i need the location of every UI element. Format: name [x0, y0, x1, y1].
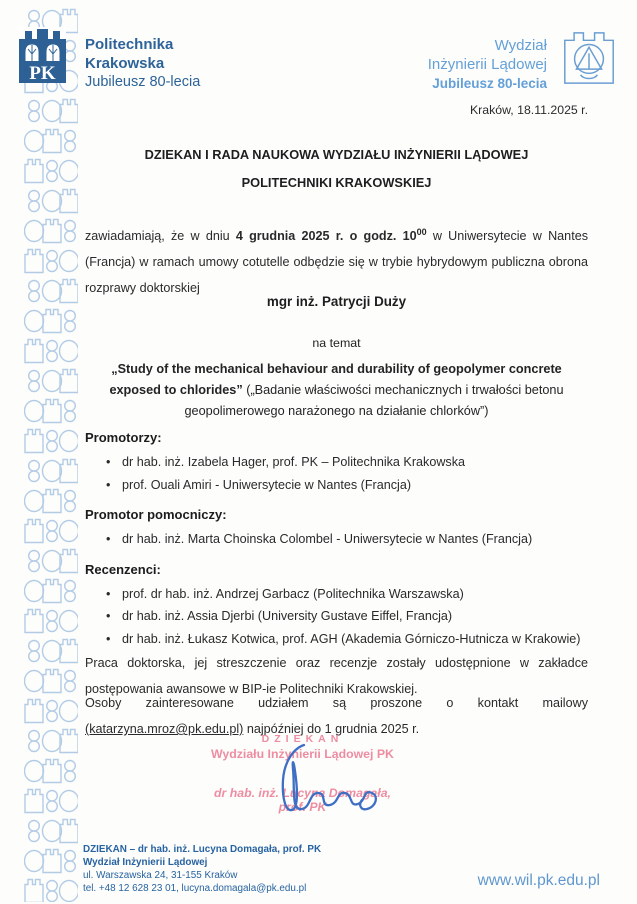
recenzenci-heading: Recenzenci: — [85, 561, 161, 577]
pk-name-line1: Politechnika — [85, 36, 174, 53]
footer-address-line: ul. Warszawska 24, 31-155 Kraków — [83, 870, 238, 881]
document-heading — [85, 147, 588, 203]
footer-faculty-line: Wydział Inżynierii Lądowej — [83, 857, 208, 868]
lead-plain: zawiadamiają, że w dniu — [85, 229, 236, 244]
list-item: • dr hab. inż. Łukasz Kotwica, prof. AGH (Akademia Górniczo-Hutnicza w Krakowie) — [85, 629, 588, 650]
handwritten-signature-icon — [248, 740, 393, 825]
recenzenci-list — [85, 584, 588, 650]
heading-line1: DZIEKAN I RADA NAUKOWA WYDZIAŁU INŻYNIERII LĄDOWEJ — [144, 147, 529, 162]
committee-sections — [85, 430, 588, 661]
contact-prefix: Osoby zainteresowane udziałem są proszone o kontakt mailowy — [85, 696, 588, 710]
list-item: • dr hab. inż. Marta Choinska Colombel - Uniwersytecie w Nantes (Francja) — [85, 529, 588, 550]
pk-jubilee-line: Jubileusz 80-lecia — [85, 74, 201, 90]
header-wil-block — [428, 36, 547, 93]
lead-date-bold: 4 grudnia 2025 r. o godz. $10^{00}$ — [235, 227, 427, 244]
thesis-title-pl: („Badanie właściwości mechanicznych i trwałości betonu geopolimerowego narażonego na działanie chlorków”) — [184, 383, 564, 418]
wil-jubilee-line: Jubileusz 80-lecia — [432, 76, 547, 91]
footer-dean-line: DZIEKAN – dr hab. inż. Lucyna Domagała, prof. PK — [83, 844, 322, 855]
promotor-pomocniczy-heading: Promotor pomocniczy: — [85, 507, 227, 522]
topic-label: na temat — [312, 336, 361, 350]
jubilee-80-border-pattern — [24, 6, 78, 902]
contact-suffix: najpóźniej do 1 grudnia 2025 r. — [243, 722, 420, 736]
promotorzy-list — [85, 452, 588, 495]
list-item: • dr hab. inż. Izabela Hager, prof. PK – Politechnika Krakowska — [85, 452, 588, 473]
wil-line1: Wydział — [494, 37, 547, 54]
lead-rest: w Uniwersytecie w Nantes (Francja) w ramach umowy cotutelle odbędzie się w trybie hybrydowym publiczna obrona rozprawy doktorskiej — [85, 229, 588, 296]
svg-text:PK: PK — [29, 63, 56, 83]
lead-hour-superscript: 00 — [416, 227, 427, 237]
footer-phone-email-line: tel. +48 12 628 23 01, lucyna.domagala@pk.edu.pl — [83, 883, 307, 894]
bip-availability-paragraph: Praca doktorska, jej streszczenie oraz recenzje zostały udostępnione w zakładce postępowania awansowe w BIP-ie Politechniki Krakowskiej. — [85, 656, 588, 696]
list-item: • prof. dr hab. inż. Andrzej Garbacz (Politechnika Warszawska) — [85, 584, 588, 605]
header-pk-block — [85, 35, 200, 92]
list-item: • dr hab. inż. Assia Djerbi (University Gustave Eiffel, Francja) — [85, 606, 588, 627]
list-item: • prof. Ouali Amiri - Uniwersytecie w Nantes (Francja) — [85, 475, 588, 496]
candidate-name: mgr inż. Patrycji Duży — [266, 294, 407, 309]
pk-castle-logo-icon — [19, 27, 66, 83]
stamp-unit: Wydziału Inżynierii Lądowej PK — [211, 747, 394, 761]
pk-name-line2: Krakowska — [85, 55, 165, 72]
promotor-pomocniczy-list — [85, 529, 588, 550]
document-date: Kraków, 18.11.2025 r. — [469, 103, 588, 117]
announcement-paragraph — [85, 219, 588, 301]
thesis-title — [85, 359, 588, 422]
heading-line2: POLITECHNIKI KRAKOWSKIEJ — [241, 175, 432, 190]
wil-line2: Inżynierii Lądowej — [427, 56, 547, 73]
contact-email-link[interactable]: (katarzyna.mroz@pk.edu.pl) — [85, 722, 244, 736]
stamp-person: dr hab. inż. Lucyna Domagała, prof. PK — [214, 786, 391, 814]
promotorzy-heading: Promotorzy: — [85, 430, 162, 445]
stamp-role: DZIEKAN — [261, 733, 344, 745]
wil-castle-logo-icon — [558, 31, 620, 85]
footer-website-link[interactable]: www.wil.pk.edu.pl — [477, 872, 600, 889]
thesis-title-en: „Study of the mechanical behaviour and durability of geopolymer concrete exposed to chlorides” — [109, 362, 562, 397]
